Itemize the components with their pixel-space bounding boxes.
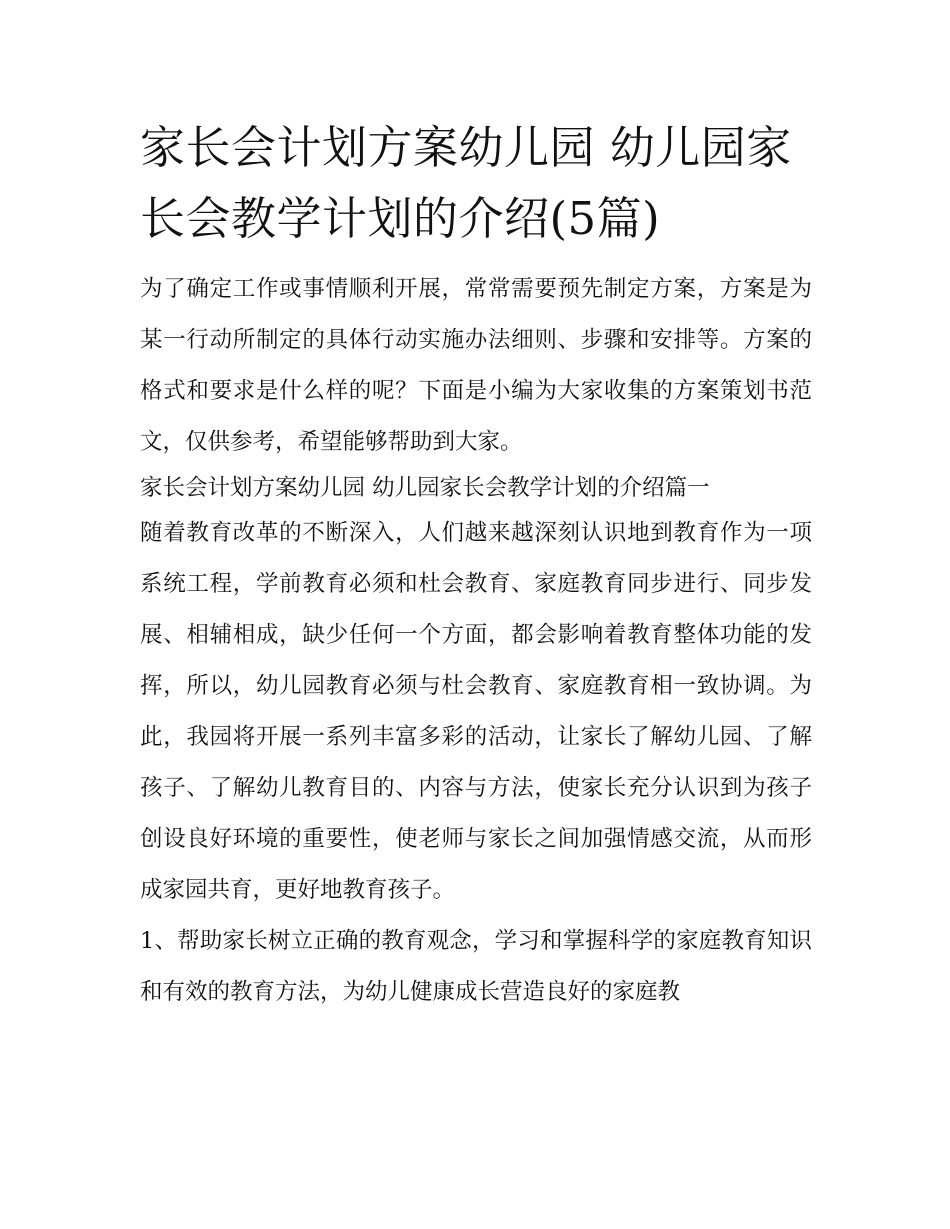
intro-paragraph: 为了确定工作或事情顺利开展，常常需要预先制定方案，方案是为某一行动所制定的具体行动实施办法细则、步骤和安排等。方案的格式和要求是什么样的呢？下面是小编为大家收集的方案策划书范文，仅供参考，希望能够帮助到大家。 bbox=[140, 276, 812, 455]
section-body-paragraph: 随着教育改革的不断深入，人们越来越深刻认识地到教育作为一项系统工程，学前教育必须和杜会教育、家庭教育同步进行、同步发展、相辅相成，缺少任何一个方面，都会影响着教育整体功能的发挥，所以，幼儿园教育必须与杜会教育、家庭教育相一致协调。为此，我园将开展一系列丰富多彩的活动，让家长了解幼儿园、了解孩子、了解幼儿教育目的、内容与方法，使家长充分认识到为孩子创设良好环境的重要性，使老师与家长之间加强情感交流，从而形成家园共育，更好地教育孩子。 bbox=[140, 520, 812, 903]
document-page bbox=[140, 112, 812, 1018]
list-item: 1、帮助家长树立正确的教育观念，学习和掌握科学的家庭教育知识和有效的教育方法，为幼儿健康成长营造良好的家庭教 bbox=[140, 928, 812, 1005]
document-title: 家长会计划方案幼儿园 幼儿园家长会教学计划的介绍(5篇) bbox=[140, 121, 792, 245]
section-heading: 家长会计划方案幼儿园 幼儿园家长会教学计划的介绍篇一 bbox=[140, 475, 710, 501]
